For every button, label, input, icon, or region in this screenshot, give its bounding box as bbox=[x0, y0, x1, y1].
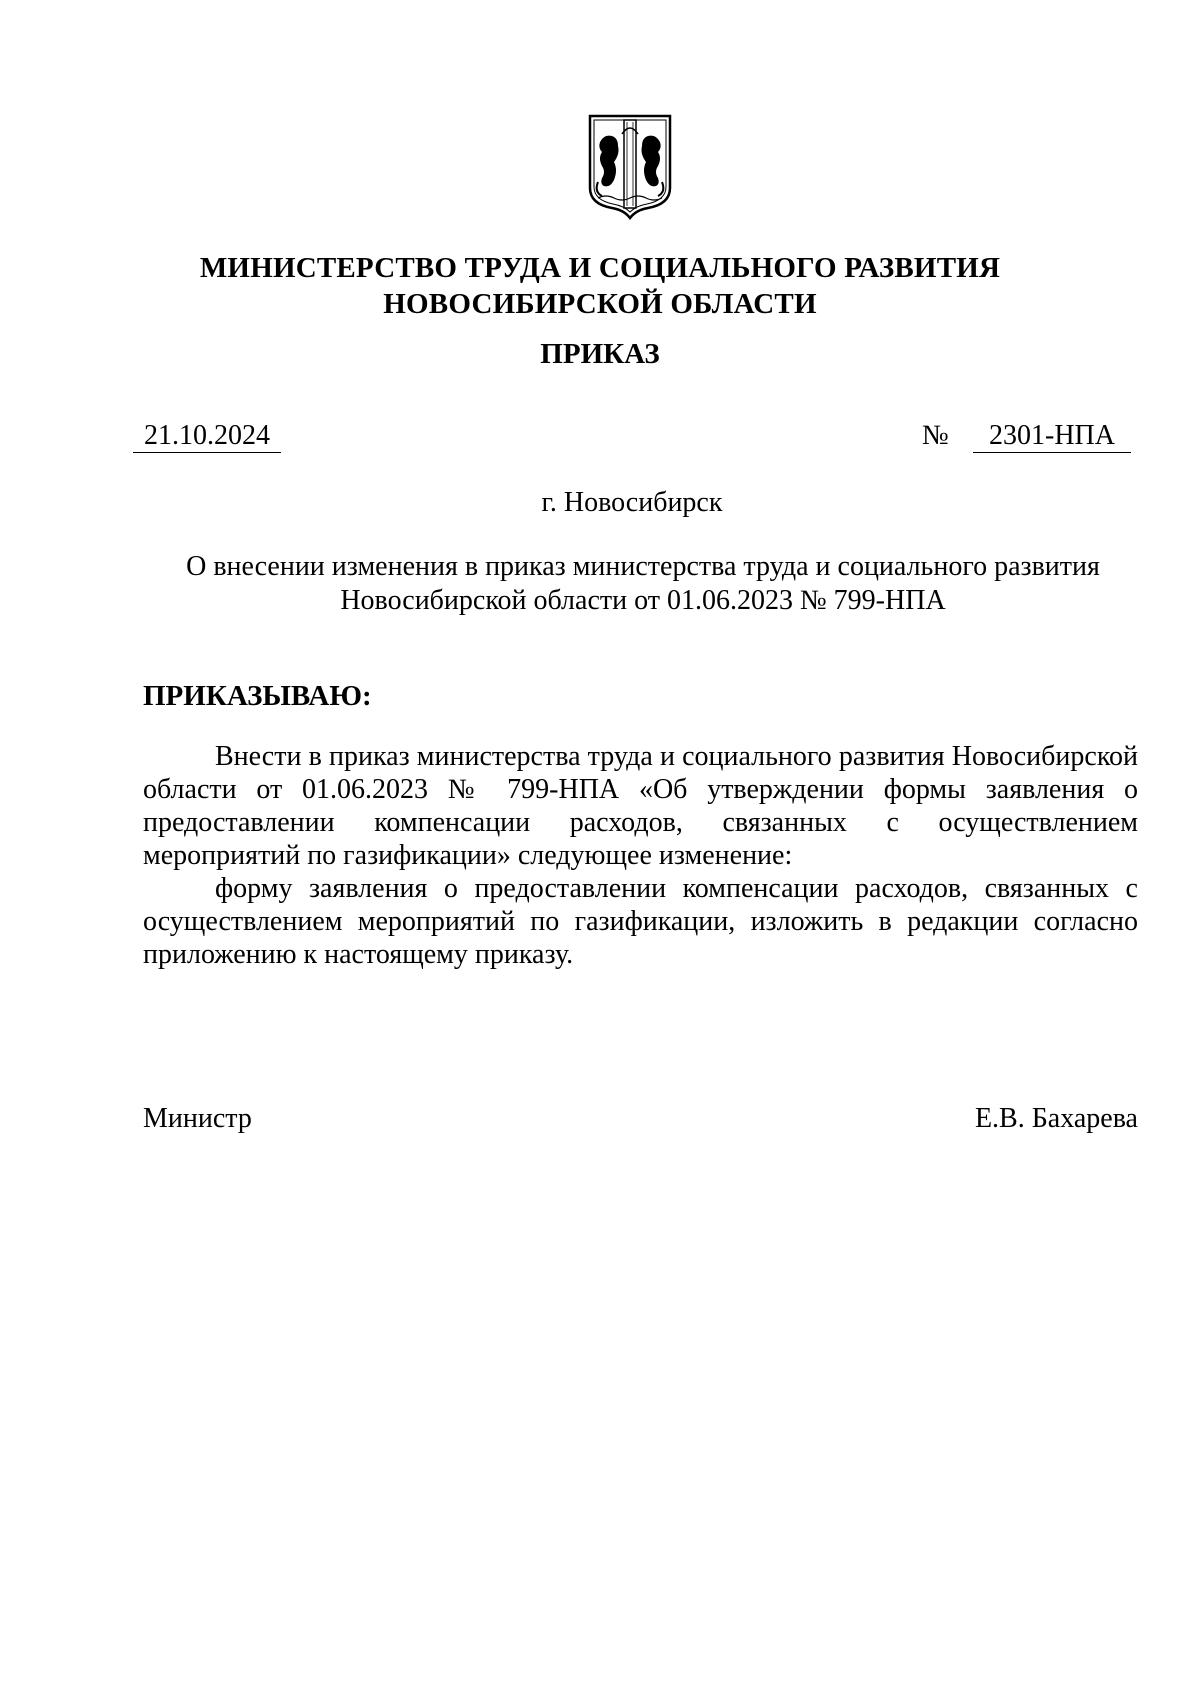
document-number: 2301-НПА bbox=[973, 420, 1131, 453]
ministry-name bbox=[0, 250, 1200, 322]
document-subject bbox=[143, 550, 1143, 618]
subject-line1: О внесении изменения в приказ министерства труда и социального развития bbox=[186, 551, 1100, 582]
subject-line2: Новосибирской области от 01.06.2023 № 799-НПА bbox=[340, 585, 946, 616]
document-date: 21.10.2024 bbox=[133, 420, 281, 453]
signer-title: Министр bbox=[143, 1103, 252, 1134]
document-body bbox=[143, 740, 1138, 971]
number-sign: № bbox=[922, 420, 949, 451]
signer-name: Е.В. Бахарева bbox=[974, 1103, 1138, 1134]
body-paragraph-1: Внести в приказ министерства труда и социального развития Новосибирской области от 01.06.2023 № 799-НПА «Об утверждении формы заявления о предоставлении компенсации расходов, связанных с осуществлением мероприятий по газификации» следующее изменение: bbox=[143, 741, 1138, 871]
body-paragraph-2: форму заявления о предоставлении компенсации расходов, связанных с осуществлением мероприятий по газификации, изложить в редакции согласно приложению к настоящему приказу. bbox=[143, 873, 1138, 970]
order-word: ПРИКАЗЫВАЮ: bbox=[143, 680, 372, 712]
document-type: ПРИКАЗ bbox=[540, 338, 660, 370]
ministry-name-line2: НОВОСИБИРСКОЙ ОБЛАСТИ bbox=[383, 288, 817, 320]
coat-of-arms-icon bbox=[586, 112, 674, 220]
city: г. Новосибирск bbox=[541, 487, 723, 518]
ministry-name-line1: МИНИСТЕРСТВО ТРУДА И СОЦИАЛЬНОГО РАЗВИТИЯ bbox=[199, 252, 1001, 284]
